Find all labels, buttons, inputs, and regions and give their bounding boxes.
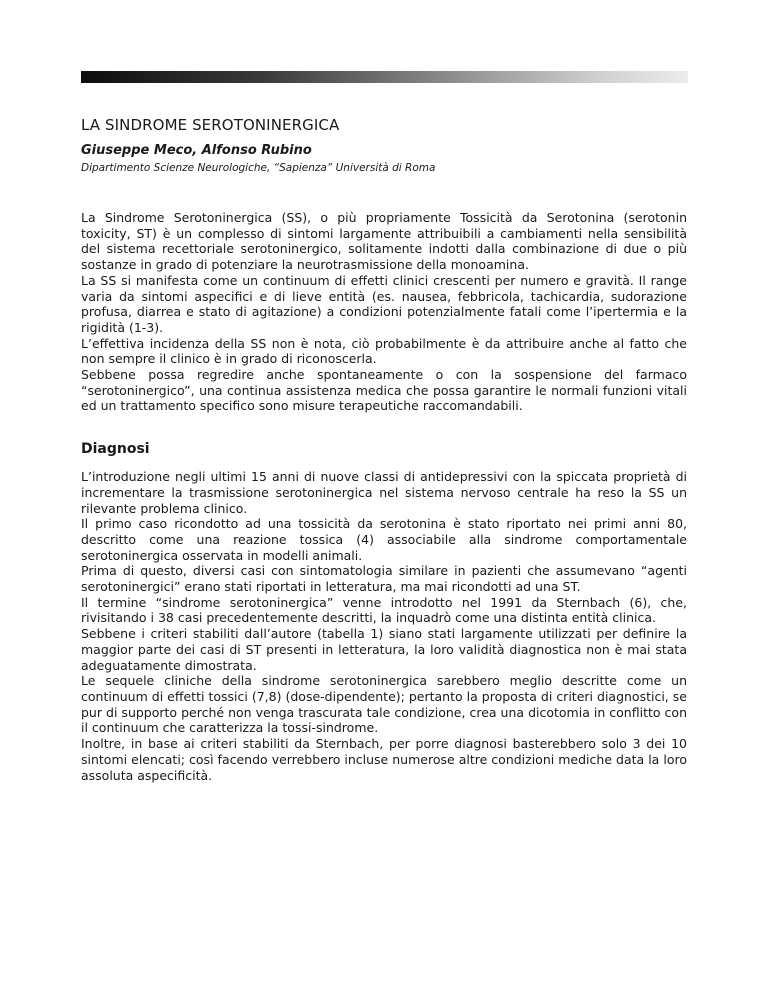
paragraph: L’effettiva incidenza della SS non è nota, ciò probabilmente è da attribuire anche al fatto che non sempre il clinico è in grado di riconoscerla. bbox=[81, 335, 687, 367]
paragraph: Prima di questo, diversi casi con sintomatologia similare in pazienti che assumevano “agenti serotoninergici” erano stati riportati in letteratura, ma mai ricondotti ad una ST. bbox=[81, 563, 687, 595]
paragraph: Inoltre, in base ai criteri stabiliti da Sternbach, per porre diagnosi basterebbero solo 3 dei 10 sintomi elencati; così facendo verrebbero incluse numerose altre condizioni mediche data la loro assoluta aspecificità. bbox=[81, 736, 687, 783]
article-authors: Giuseppe Meco, Alfonso Rubino bbox=[81, 143, 312, 158]
article-title: LA SINDROME SEROTONINERGICA bbox=[81, 116, 340, 134]
article bbox=[81, 114, 687, 783]
section-heading-diagnosi: Diagnosi bbox=[81, 441, 150, 458]
paragraph: Il primo caso ricondotto ad una tossicità da serotonina è stato riportato nei primi anni 80, descritto come una reazione tossica (4) associabile alla sindrome comportamentale serotoninergica osservata in modelli animali. bbox=[81, 516, 687, 563]
header-gradient-bar bbox=[81, 71, 688, 83]
paragraph: La SS si manifesta come un continuum di effetti clinici crescenti per numero e gravità. Il range varia da sintomi aspecifici e di lieve entità (es. nausea, febbricola, tachicardia, sudorazione profusa, diarrea e stato di agitazione) a condizioni potenzialmente fatali come l’ipertermia e la rigidità (1-3). bbox=[81, 272, 687, 335]
paragraph: Le sequele cliniche della sindrome serotoninergica sarebbero meglio descritte come un continuum di effetti tossici (7,8) (dose-dipendente); pertanto la proposta di criteri diagnostici, se pur di supporto perché non venga trascurata tale condizione, crea una dicotomia in conflitto con il continuum che caratterizza la tossi-sindrome. bbox=[81, 673, 687, 736]
diagnosi-section bbox=[81, 469, 687, 783]
author-affiliation: Dipartimento Scienze Neurologiche, “Sapienza” Università di Roma bbox=[81, 162, 436, 174]
intro-section bbox=[81, 210, 687, 414]
paragraph: Sebbene i criteri stabiliti dall’autore (tabella 1) siano stati largamente utilizzati per definire la maggior parte dei casi di ST presenti in letteratura, la loro validità diagnostica non è mai stata adeguatamente dimostrata. bbox=[81, 626, 687, 673]
paragraph: Il termine “sindrome serotoninergica” venne introdotto nel 1991 da Sternbach (6), che, rivisitando i 38 casi precedentemente descritti, la inquadrò come una distinta entità clinica. bbox=[81, 594, 687, 626]
paragraph: La Sindrome Serotoninergica (SS), o più propriamente Tossicità da Serotonina (serotonin toxicity, ST) è un complesso di sintomi largamente attribuibili a cambiamenti nella sensibilità del sistema recettoriale serotoninergico, solitamente indotti dalla combinazione di due o più sostanze in grado di potenziare la neurotrasmissione della monoamina. bbox=[81, 210, 687, 273]
paragraph: L’introduzione negli ultimi 15 anni di nuove classi di antidepressivi con la spiccata proprietà di incrementare la trasmissione serotoninergica nel sistema nervoso centrale ha reso la SS un rilevante problema clinico. bbox=[81, 469, 687, 516]
paragraph: Sebbene possa regredire anche spontaneamente o con la sospensione del farmaco “serotoninergico”, una continua assistenza medica che possa garantire le normali funzioni vitali ed un trattamento specifico sono misure terapeutiche raccomandabili. bbox=[81, 367, 687, 414]
